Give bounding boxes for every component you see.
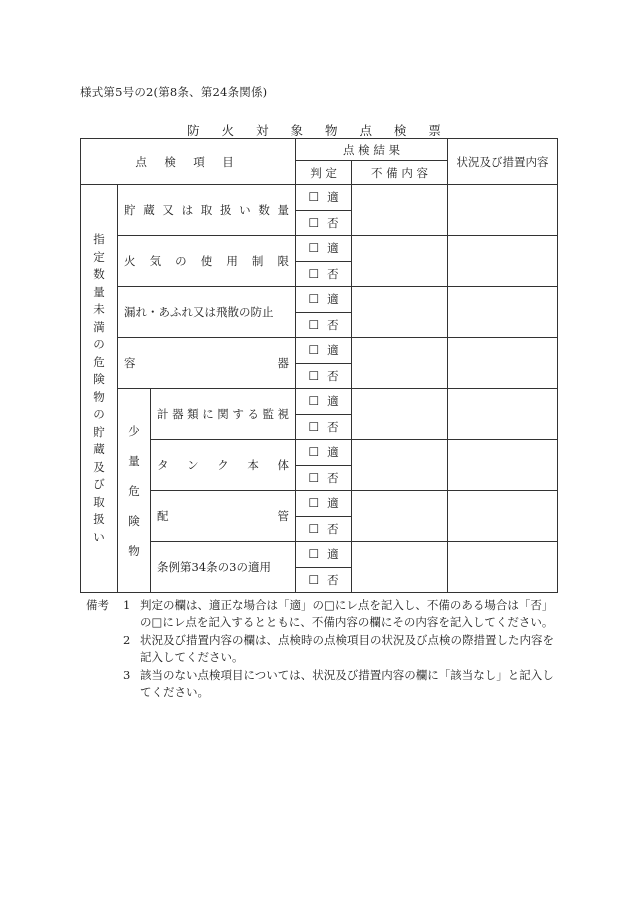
judgment-ng-cell	[296, 363, 352, 389]
table-row	[81, 440, 558, 466]
defect-content-field[interactable]	[352, 440, 448, 491]
check-item-cell	[151, 491, 296, 542]
check-item-label: 条例第34条の3の適用	[157, 560, 271, 574]
judgment-ok-cell	[296, 440, 352, 466]
header-check-items: 点 検 項 目	[81, 139, 296, 185]
category-cell	[81, 185, 118, 593]
checkbox-icon[interactable]: ☐	[308, 445, 320, 460]
sub-category-char: 量	[128, 453, 140, 468]
check-item-cell	[118, 236, 296, 287]
sub-category-char: 危	[128, 483, 140, 498]
category-char: 及	[93, 459, 105, 474]
option-ng-label: 否	[327, 215, 339, 230]
category-char: い	[93, 529, 105, 544]
category-char: の	[93, 407, 105, 421]
check-item-label: 計 器 類 に 関 す る 監 視	[157, 407, 289, 421]
option-ng-label: 否	[327, 317, 339, 332]
header-defect-content: 不 備 内 容	[352, 161, 448, 185]
note-text: 該当のない点検項目については、状況及び措置内容の欄に「該当なし」と記入してください。	[140, 668, 554, 699]
judgment-ok-cell	[296, 185, 352, 211]
judgment-ng-cell	[296, 414, 352, 440]
option-ng-label: 否	[327, 266, 339, 281]
status-measures-field[interactable]	[448, 185, 558, 236]
option-ok-label: 適	[327, 190, 339, 205]
defect-content-field[interactable]	[352, 287, 448, 338]
option-ok-label: 適	[327, 547, 339, 562]
defect-content-field[interactable]	[352, 338, 448, 389]
header-check-results: 点 検 結 果	[296, 139, 448, 161]
category-label	[81, 231, 117, 546]
checkbox-icon[interactable]: ☐	[308, 521, 320, 536]
check-item-label: タ ン ク 本 体	[157, 458, 289, 472]
checkbox-icon[interactable]: ☐	[308, 470, 320, 485]
option-ng-label: 否	[327, 572, 339, 587]
table-row	[81, 338, 558, 364]
option-ok-label: 適	[327, 445, 339, 460]
table-row	[81, 542, 558, 568]
status-measures-field[interactable]	[448, 236, 558, 287]
checkbox-icon[interactable]: ☐	[308, 266, 320, 281]
header-status-measures: 状況及び措置内容	[448, 139, 558, 185]
option-ok-label: 適	[327, 292, 339, 307]
category-char: 定	[93, 249, 105, 264]
note-text: 状況及び措置内容の欄は、点検時の点検項目の状況及び点検の際措置した内容を記入してください。	[140, 633, 554, 664]
judgment-ok-cell	[296, 542, 352, 568]
option-ng-label: 否	[327, 470, 339, 485]
option-ng-label: 否	[327, 368, 339, 383]
judgment-ok-cell	[296, 287, 352, 313]
defect-content-field[interactable]	[352, 491, 448, 542]
option-ok-label: 適	[327, 343, 339, 358]
option-ng-label: 否	[327, 419, 339, 434]
inspection-table	[80, 138, 558, 593]
check-item-label: 貯 蔵 又 は 取 扱 い 数 量	[124, 203, 289, 217]
note-number: 1	[123, 598, 131, 612]
note-number: 3	[123, 668, 131, 682]
table-row	[81, 389, 558, 415]
status-measures-field[interactable]	[448, 440, 558, 491]
table-row	[81, 491, 558, 517]
judgment-ng-cell	[296, 465, 352, 491]
check-item-cell	[151, 542, 296, 593]
checkbox-icon[interactable]: ☐	[308, 419, 320, 434]
judgment-ng-cell	[296, 261, 352, 287]
notes-section	[86, 597, 561, 702]
checkbox-icon[interactable]: ☐	[308, 343, 320, 358]
option-ok-label: 適	[327, 394, 339, 409]
checkbox-icon[interactable]: ☐	[308, 317, 320, 332]
checkbox-icon[interactable]: ☐	[308, 368, 320, 383]
check-item-cell	[118, 338, 296, 389]
check-item-label: 火 気 の 使 用 制 限	[124, 254, 289, 268]
category-char: 量	[93, 284, 105, 299]
category-char: 指	[93, 232, 105, 246]
category-char: 取	[93, 494, 105, 509]
option-ok-label: 適	[327, 241, 339, 256]
check-item-cell	[151, 389, 296, 440]
judgment-ok-cell	[296, 491, 352, 517]
judgment-ng-cell	[296, 567, 352, 593]
note-item	[86, 597, 561, 631]
sub-category-label	[118, 416, 150, 566]
category-char: の	[93, 337, 105, 351]
option-ok-label: 適	[327, 496, 339, 511]
status-measures-field[interactable]	[448, 542, 558, 593]
header-judgment: 判 定	[296, 161, 352, 185]
table-row	[81, 236, 558, 262]
check-item-label: 配 管	[157, 509, 290, 523]
sub-category-char: 少	[128, 423, 140, 438]
defect-content-field[interactable]	[352, 236, 448, 287]
defect-content-field[interactable]	[352, 389, 448, 440]
judgment-ng-cell	[296, 312, 352, 338]
checkbox-icon[interactable]: ☐	[308, 190, 320, 205]
note-text: 判定の欄は、適正な場合は「適」の□にレ点を記入し、不備のある場合は「否」の□にレ点を記入するとともに、不備内容の欄にその内容を記入してください。	[140, 598, 554, 629]
check-item-label: 漏れ・あふれ又は飛散の防止	[124, 305, 274, 319]
status-measures-field[interactable]	[448, 338, 558, 389]
document-title: 防 火 対 象 物 点 検 票	[187, 123, 450, 138]
check-item-label: 容 器	[124, 356, 290, 370]
checkbox-icon[interactable]: ☐	[308, 292, 320, 307]
defect-content-field[interactable]	[352, 542, 448, 593]
status-measures-field[interactable]	[448, 389, 558, 440]
table-row	[81, 287, 558, 313]
checkbox-icon[interactable]: ☐	[308, 496, 320, 511]
category-char: 物	[93, 389, 105, 404]
category-char: 未	[93, 302, 105, 316]
form-number-label: 様式第5号の2(第8条、第24条関係)	[80, 85, 268, 99]
check-item-cell	[118, 287, 296, 338]
status-measures-field[interactable]	[448, 491, 558, 542]
option-ng-label: 否	[327, 521, 339, 536]
category-char: 貯	[93, 424, 105, 439]
defect-content-field[interactable]	[352, 185, 448, 236]
check-item-cell	[118, 185, 296, 236]
checkbox-icon[interactable]: ☐	[308, 547, 320, 562]
category-char: 険	[93, 372, 105, 386]
judgment-ok-cell	[296, 236, 352, 262]
category-char: 危	[93, 354, 105, 369]
status-measures-field[interactable]	[448, 287, 558, 338]
table-row	[81, 185, 558, 211]
category-char: 扱	[93, 512, 105, 526]
judgment-ng-cell	[296, 210, 352, 236]
notes-label: 備考	[86, 598, 109, 612]
category-char: 数	[93, 267, 105, 281]
category-char: 満	[93, 319, 105, 334]
note-number: 2	[123, 633, 131, 647]
sub-category-cell	[118, 389, 151, 593]
checkbox-icon[interactable]: ☐	[308, 215, 320, 230]
judgment-ng-cell	[296, 516, 352, 542]
checkbox-icon[interactable]: ☐	[308, 241, 320, 256]
note-item	[86, 667, 561, 701]
checkbox-icon[interactable]: ☐	[308, 572, 320, 587]
sub-category-char: 物	[128, 543, 140, 558]
sub-category-char: 険	[128, 513, 140, 528]
check-item-cell	[151, 440, 296, 491]
category-char: 蔵	[93, 442, 105, 456]
category-char: び	[93, 477, 105, 491]
judgment-ok-cell	[296, 389, 352, 415]
note-item	[86, 632, 561, 666]
judgment-ok-cell	[296, 338, 352, 364]
checkbox-icon[interactable]: ☐	[308, 394, 320, 409]
